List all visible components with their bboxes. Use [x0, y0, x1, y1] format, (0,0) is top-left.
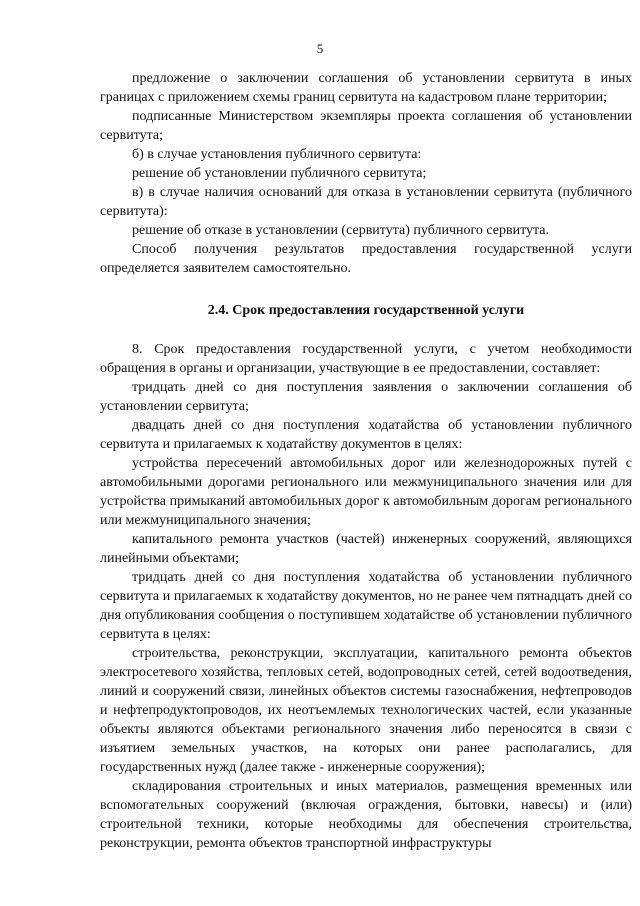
paragraph: капитального ремонта участков (частей) инженерных сооружений, являющихся линейными объектами; [100, 532, 632, 566]
document-body [100, 69, 632, 853]
paragraph: решение об установлении публичного сервитута; [132, 166, 427, 181]
paragraph: тридцать дней со дня поступления ходатайства об установлении публичного сервитута и прилагаемых к ходатайству документов, но не ранее чем пятнадцать дней со дня опубликования сообщения о поступившем ходатайстве об установлении публичного сервитута в целях: [100, 570, 632, 642]
paragraph: подписанные Министерством экземпляры проекта соглашения об установлении сервитута; [100, 109, 632, 143]
paragraph: строительства, реконструкции, эксплуатации, капитального ремонта объектов электросетевого хозяйства, тепловых сетей, водопроводных сетей, сетей водоотведения, линий и сооружений связи, линейных объектов системы газоснабжения, нефтепроводов и нефтепродуктопроводов, их неотъемлемых технологических частей, если указанные объекты являются объектами регионального значения либо переносятся в связи с изъятием земельных участков, на которых они ранее располагались, для государственных нужд (далее также - инженерные сооружения); [100, 646, 632, 775]
paragraph: решение об отказе в установлении (сервитута) публичного сервитута. [132, 223, 550, 238]
paragraph: устройства пересечений автомобильных дорог или железнодорожных путей с автомобильными дорогами регионального или межмуниципального значения или для устройства примыканий автомобильных дорог к автомобильным дорогам регионального или межмуниципального значения; [100, 456, 632, 528]
paragraph: б) в случае установления публичного сервитута: [132, 147, 422, 162]
paragraph: двадцать дней со дня поступления ходатайства об установлении публичного сервитута и прилагаемых к ходатайству документов в целях: [100, 418, 632, 452]
paragraph: в) в случае наличия оснований для отказа в установлении сервитута (публичного сервитута): [100, 185, 632, 219]
paragraph: Способ получения результатов предоставления государственной услуги определяется заявителем самостоятельно. [100, 242, 632, 276]
paragraph: складирования строительных и иных материалов, размещения временных или вспомогательных сооружений (включая ограждения, бытовки, навесы) и (или) строительной техники, которые необходимы для обеспечения строительства, реконструкции, ремонта объектов транспортной инфраструктуры [100, 779, 632, 851]
paragraph: 8. Срок предоставления государственной услуги, с учетом необходимости обращения в органы и организации, участвующие в ее предоставлении, составляет: [100, 342, 632, 376]
page-number: 5 [316, 41, 324, 56]
paragraph: тридцать дней со дня поступления заявления о заключении соглашения об установлении сервитута; [100, 380, 632, 414]
section-heading: 2.4. Срок предоставления государственной услуги [207, 303, 525, 318]
paragraph: предложение о заключении соглашения об установлении сервитута в иных границах с приложением схемы границ сервитута на кадастровом плане территории; [100, 71, 632, 105]
